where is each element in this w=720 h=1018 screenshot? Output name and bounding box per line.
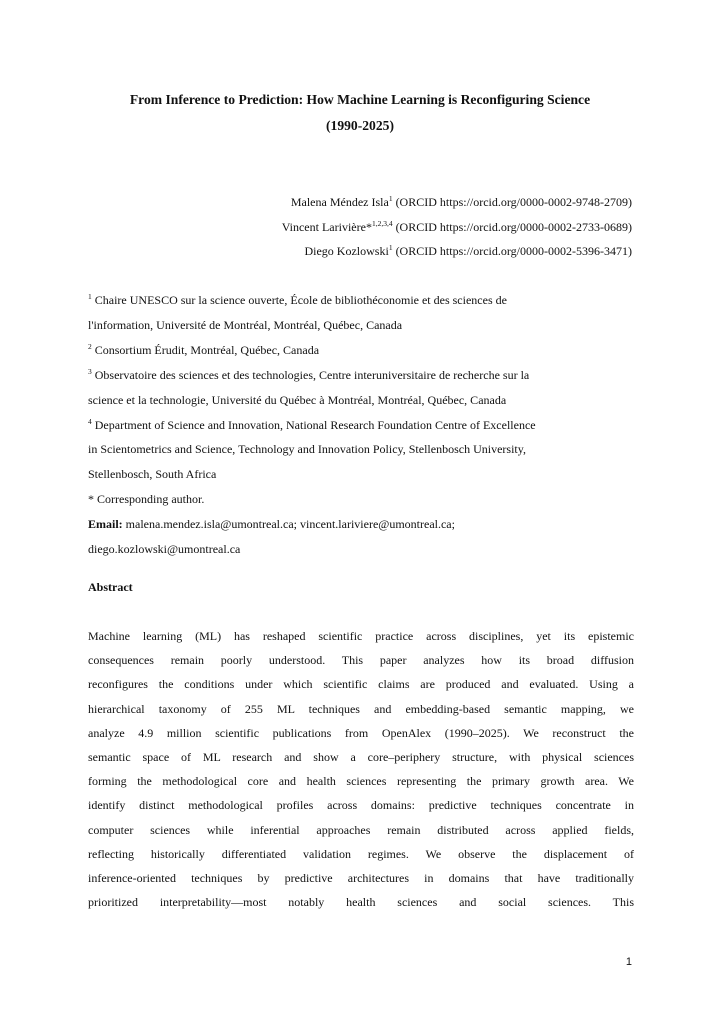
paper-title-line-2: (1990-2025)	[326, 118, 394, 133]
abstract-line: reflecting historically differentiated validation regimes. We observe the displacement of	[88, 846, 634, 861]
abstract-line: reconfigures the conditions under which scientific claims are produced and evaluated. Using a	[88, 677, 634, 692]
paper-title-line-1: From Inference to Prediction: How Machine Learning is Reconfiguring Science	[129, 92, 591, 107]
abstract-body	[88, 624, 634, 914]
abstract-line: semantic space of ML research and show a core–periphery structure, with physical sciences	[88, 749, 634, 764]
affiliation-4	[88, 413, 648, 438]
affiliation-4-continued: Stellenbosch, South Africa	[88, 467, 217, 482]
email-line-continued[interactable]: diego.kozlowski@umontreal.ca	[88, 542, 241, 557]
abstract-line: identify distinct methodological profiles across domains: predictive techniques concentrate in	[88, 798, 634, 813]
affiliation-1	[88, 288, 648, 313]
affiliation-text: Observatoire des sciences et des technologies, Centre interuniversitaire de recherche sur la	[94, 367, 530, 382]
author-affiliation-marker: 1	[388, 194, 393, 203]
affiliation-1-continued: l'information, Université de Montréal, Montréal, Québec, Canada	[88, 317, 403, 332]
author-affiliation-marker: 1,2,3,4	[371, 218, 393, 228]
affiliation-4-continued: in Scientometrics and Science, Technology and Innovation Policy, Stellenbosch University,	[88, 442, 526, 457]
author-entry	[282, 239, 632, 264]
affiliation-text: Consortium Érudit, Montréal, Québec, Canada	[94, 342, 320, 357]
abstract-line: consequences remain poorly understood. This paper analyzes how its broad diffusion	[88, 653, 634, 668]
email-label: Email:	[88, 517, 123, 532]
page-number: 1	[625, 956, 632, 968]
author-orcid[interactable]: (ORCID https://orcid.org/0000-0002-2733-0689)	[395, 219, 632, 234]
paper-title	[80, 87, 640, 139]
email-line	[88, 512, 648, 537]
abstract-heading: Abstract	[88, 580, 133, 594]
affiliation-2	[88, 338, 648, 363]
author-affiliation-marker: 1	[388, 243, 393, 252]
affiliation-marker: 2	[88, 341, 92, 351]
author-orcid[interactable]: (ORCID https://orcid.org/0000-0002-5396-3471)	[395, 244, 632, 258]
abstract-line: forming the methodological core and health sciences representing the primary growth area. We	[88, 774, 634, 789]
abstract-line: computer sciences while inferential approaches remain distributed across applied fields,	[88, 822, 634, 837]
abstract-line: prioritized interpretability—most notably health sciences and social sciences. This	[88, 895, 634, 910]
affiliation-text: Department of Science and Innovation, National Research Foundation Centre of Excellence	[94, 417, 536, 432]
corresponding-author-note: * Corresponding author.	[88, 492, 205, 507]
author-list	[282, 190, 632, 264]
author-orcid[interactable]: (ORCID https://orcid.org/0000-0002-9748-2709)	[395, 195, 632, 209]
affiliation-3-continued: science et la technologie, Université du Québec à Montréal, Montréal, Québec, Canada	[88, 392, 507, 407]
affiliation-list	[88, 288, 648, 562]
author-entry	[282, 215, 632, 240]
email-addresses[interactable]: malena.mendez.isla@umontreal.ca; vincent.lariviere@umontreal.ca;	[122, 517, 455, 532]
affiliation-3	[88, 363, 648, 388]
author-entry	[282, 190, 632, 215]
abstract-line: hierarchical taxonomy of 255 ML techniques and embedding-based semantic mapping, we	[88, 701, 634, 716]
author-name: Diego Kozlowski	[304, 244, 389, 258]
affiliation-marker: 4	[88, 416, 92, 426]
author-name: Vincent Larivière*	[281, 219, 372, 234]
affiliation-text: Chaire UNESCO sur la science ouverte, École de bibliothéconomie et des sciences de	[94, 293, 507, 307]
affiliation-marker: 3	[88, 366, 92, 376]
abstract-line: analyze 4.9 million scientific publications from OpenAlex (1990–2025). We reconstruct the	[88, 725, 634, 740]
abstract-line: inference-oriented techniques by predictive architectures in domains that have traditionally	[88, 870, 634, 885]
affiliation-marker: 1	[88, 292, 92, 301]
author-name: Malena Méndez Isla	[290, 195, 389, 209]
abstract-line: Machine learning (ML) has reshaped scientific practice across disciplines, yet its epistemic	[88, 629, 634, 643]
